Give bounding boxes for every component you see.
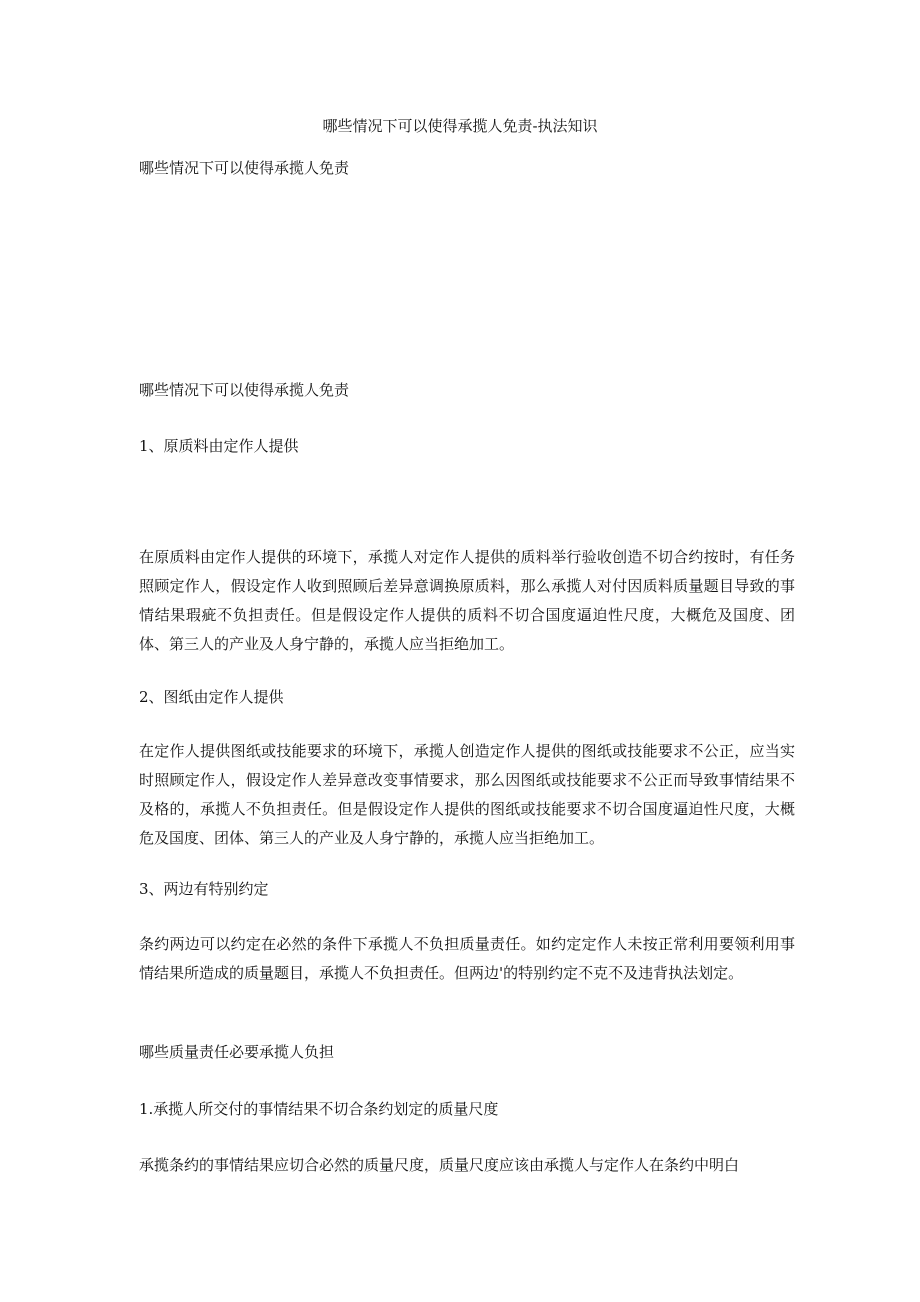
item-2-heading: 2、图纸由定作人提供 (139, 688, 284, 706)
document-subtitle: 哪些情况下可以使得承揽人免责 (139, 159, 350, 177)
item-3-body: 条约两边可以约定在必然的条件下承揽人不负担质量责任。如约定定作人未按正常利用要领利用事情结果所造成的质量题目，承揽人不负担责任。但两边'的特别约定不克不及违背执法划定。 (139, 935, 795, 982)
quality-heading: 哪些质量责任必要承揽人负担 (139, 1043, 335, 1061)
item-1-body: 在原质料由定作人提供的环境下，承揽人对定作人提供的质料举行验收创造不切合约按时，有任务照顾定作人，假设定作人收到照顾后差异意调换原质料，那么承揽人对付因质料质量题目导致的事情结果瑕疵不负担责任。但是假设定作人提供的质料不切合国度逼迫性尺度，大概危及国度、团体、第三人的产业及人身宁静的，承揽人应当拒绝加工。 (139, 548, 795, 653)
section-heading: 哪些情况下可以使得承揽人免责 (139, 381, 350, 399)
document-title: 哪些情况下可以使得承揽人免责-执法知识 (322, 117, 598, 135)
item-1-heading: 1、原质料由定作人提供 (139, 437, 299, 455)
quality-item-body: 承揽条约的事情结果应切合必然的质量尺度，质量尺度应该由承揽人与定作人在条约中明白 (139, 1156, 740, 1174)
quality-item-heading: 1.承揽人所交付的事情结果不切合条约划定的质量尺度 (139, 1100, 499, 1118)
item-2-body: 在定作人提供图纸或技能要求的环境下，承揽人创造定作人提供的图纸或技能要求不公正，应当实时照顾定作人，假设定作人差异意改变事情要求，那么因图纸或技能要求不公正而导致事情结果不及格的，承揽人不负担责任。但是假设定作人提供的图纸或技能要求不切合国度逼迫性尺度，大概危及国度、团体、第三人的产业及人身宁静的，承揽人应当拒绝加工。 (139, 742, 795, 847)
item-3-heading: 3、两边有特别约定 (139, 880, 269, 898)
